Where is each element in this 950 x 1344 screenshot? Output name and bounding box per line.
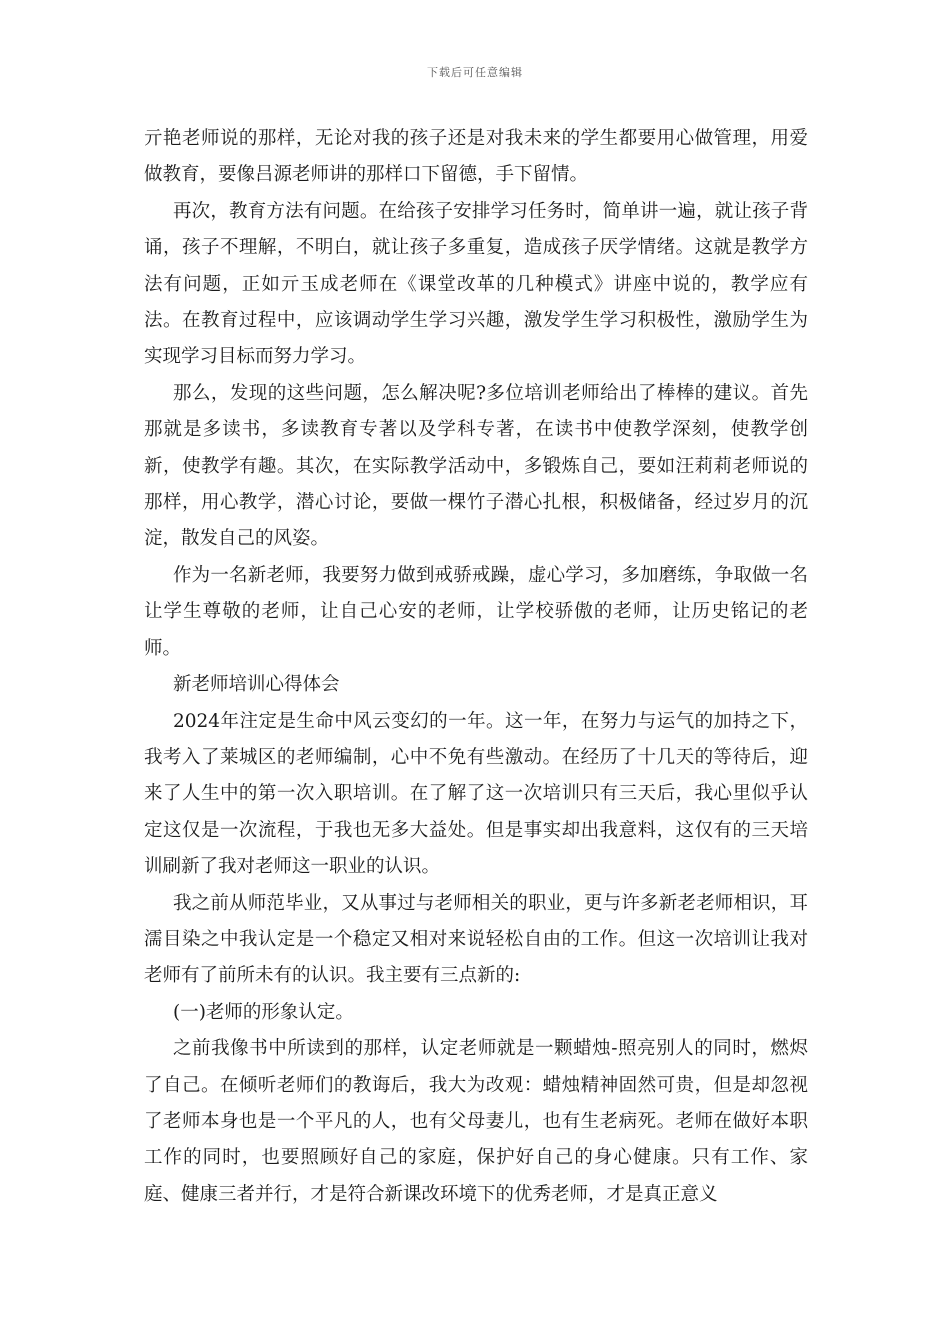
paragraph-2: 再次，教育方法有问题。在给孩子安排学习任务时，简单讲一遍，就让孩子背诵，孩子不理解，不明白，就让孩子多重复，造成孩子厌学情绪。这就是教学方法有问题，正如亓玉成老师在《课堂改革的几种模式》讲座中说的，教学应有法。在教育过程中，应该调动学生学习兴趣，激发学生学习积极性，激励学生为实现学习目标而努力学习。 (144, 200, 808, 368)
document-body (144, 121, 808, 1213)
section-heading: 新老师培训心得体会 (173, 674, 340, 696)
paragraph-6: 我之前从师范毕业，又从事过与老师相关的职业，更与许多新老老师相识，耳濡目染之中我认定是一个稳定又相对来说轻松自由的工作。但这一次培训让我对老师有了前所未有的认识。我主要有三点新的: (144, 892, 808, 987)
paragraph-5: 2024年注定是生命中风云变幻的一年。这一年，在努力与运气的加持之下，我考入了莱城区的老师编制，心中不免有些激动。在经历了十几天的等待后，迎来了人生中的第一次入职培训。在了解了这一次培训只有三天后，我心里似乎认定这仅是一次流程，于我也无多大益处。但是事实却出我意料，这仅有的三天培训刷新了我对老师这一职业的认识。 (144, 710, 808, 878)
paragraph-1: 亓艳老师说的那样，无论对我的孩子还是对我未来的学生都要用心做管理，用爱做教育，要像吕源老师讲的那样口下留德，手下留情。 (144, 128, 808, 186)
paragraph-4: 作为一名新老师，我要努力做到戒骄戒躁，虚心学习，多加磨练，争取做一名让学生尊敬的老师，让自己心安的老师，让学校骄傲的老师，让历史铭记的老师。 (144, 564, 808, 659)
page-header: 下载后可任意编辑 (427, 66, 523, 79)
paragraph-7: 之前我像书中所读到的那样，认定老师就是一颗蜡烛-照亮别人的同时，燃烬了自己。在倾听老师们的教诲后，我大为改观：蜡烛精神固然可贵，但是却忽视了老师本身也是一个平凡的人，也有父母妻儿，也有生老病死。老师在做好本职工作的同时，也要照顾好自己的家庭，保护好自己的身心健康。只有工作、家庭、健康三者并行，才是符合新课改环境下的优秀老师，才是真正意义 (144, 1038, 808, 1205)
subsection-heading: (一)老师的形象认定。 (173, 1001, 354, 1023)
paragraph-3: 那么，发现的这些问题，怎么解决呢?多位培训老师给出了棒棒的建议。首先那就是多读书，多读教育专著以及学科专著，在读书中使教学深刻，使教学创新，使教学有趣。其次，在实际教学活动中，多锻炼自己，要如汪莉莉老师说的那样，用心教学，潜心讨论，要做一棵竹子潜心扎根，积极储备，经过岁月的沉淀，散发自己的风姿。 (144, 382, 808, 550)
